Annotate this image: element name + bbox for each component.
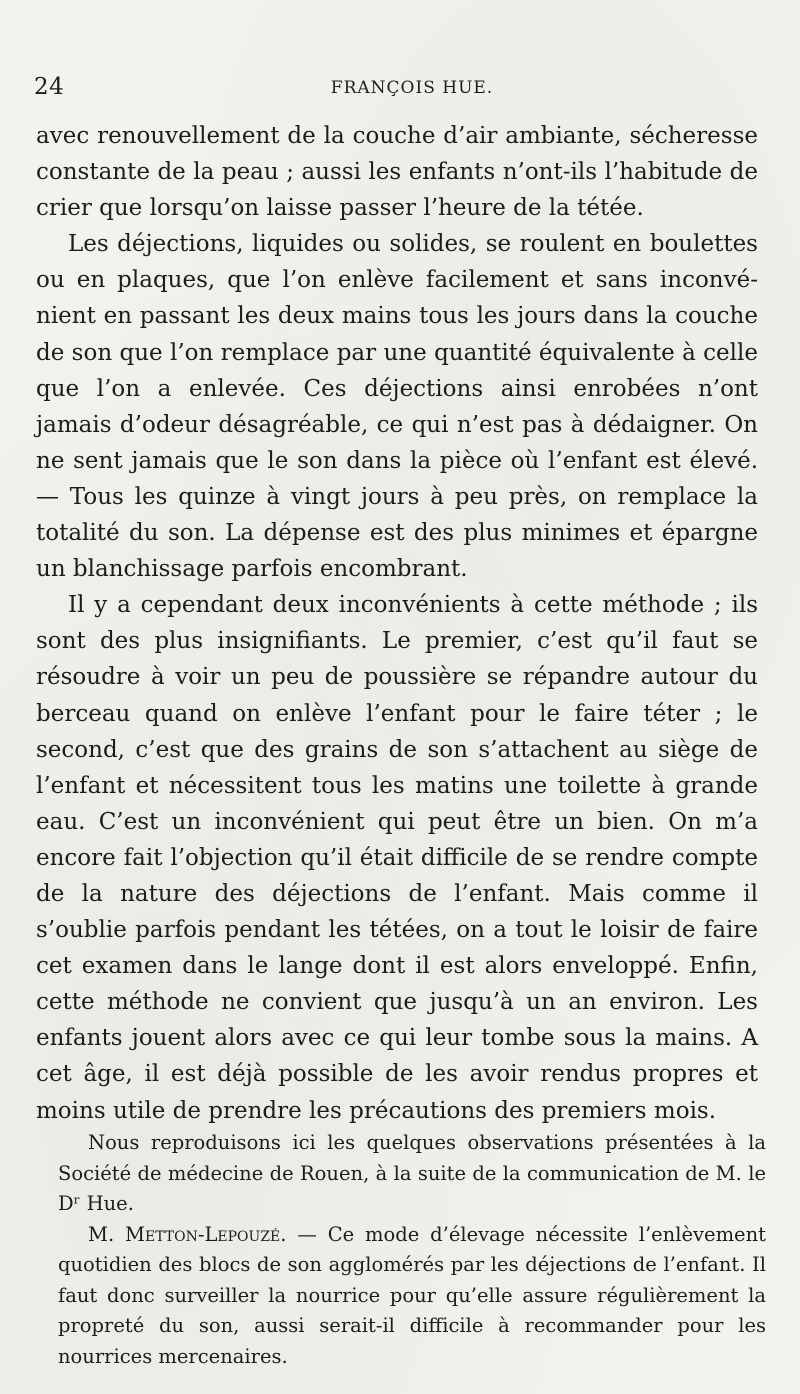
running-head: FRANÇOIS HUE. — [330, 78, 494, 98]
paragraph-continuation: avec renouvellement de la couche d’air ambiante, sécheresse constante de la peau ; aussi les enfants n’ont-ils l’habitude de crier que lorsqu’on laisse passer l’heure de la tétée. — [36, 123, 758, 222]
footnote-section — [58, 1128, 766, 1372]
paragraph-inconvenients: Il y a cependant deux inconvénients à cette méthode ; ils sont des plus insignifiants. Le premier, c’est qu’il faut se résoudre à voir un peu de poussière se répandre autour du berceau quand on enlève l’enfant pour le faire téter ; le second, c’est que des grains de son s’attachent au siège de l’enfant et nécessitent tous les matins une toilette à grande eau. C’est un inconvénient qui peut être un bien. On m’a encore fait l’objection qu’il était difficile de se rendre compte de la nature des déjections de l’enfant. Mais comme il s’oublie parfois pendant les tétées, on a tout le loisir de faire cet examen dans le lange dont il est alors enveloppé. Enfin, cette méthode ne convient que jusqu’à un an environ. Les enfants jouent alors avec ce qui leur tombe sous la mains. A cet âge, il est déjà possible de les avoir rendus propres et moins utile de prendre les précautions des premiers mois. — [36, 592, 758, 1124]
page-header — [32, 74, 752, 104]
paragraph-dejections: Les déjections, liquides ou solides, se roulent en boulettes ou en plaques, que l’on enlève facilement et sans inconvénient en passant les deux mains tous les jours dans la couche de son que l’on remplace par une quantité équivalente à celle que l’on a enlevée. Ces déjections ainsi enrobées n’ont jamais d’odeur désagréable, ce qui n’est pas à dédaigner. On ne sent jamais que le son dans la pièce où l’enfant est élevé. — Tous les quinze à vingt jours à peu près, on remplace la totalité du son. La dépense est des plus minimes et épargne un blanchissage parfois encombrant. — [36, 231, 758, 583]
note-intro: Nous reproduisons ici les quelques observations présentées à la Société de médecine de Rouen, à la suite de la communication de M. le Dʳ Hue. — [58, 1131, 766, 1215]
main-text — [36, 118, 758, 1129]
note-speech: — Ce mode d’élevage nécessite l’enlèvement quotidien des blocs de son agglomérés par les déjections de l’enfant. Il faut donc surveiller la nourrice pour qu’elle assure régulièrement la propreté du son, aussi serait-il difficile à recommander pour les nourrices mercenaires. — [58, 1222, 766, 1368]
note-remark — [58, 1220, 766, 1373]
page-number: 24 — [34, 74, 65, 100]
note-speaker: M. Metton-Lepouzé. — [88, 1222, 287, 1246]
